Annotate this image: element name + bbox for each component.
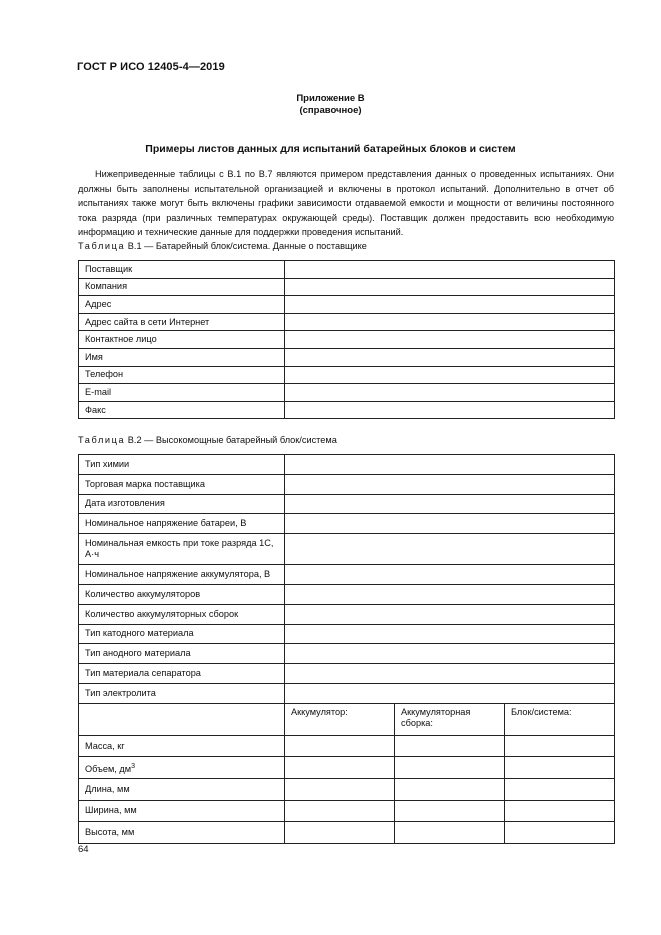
value-cell xyxy=(285,683,615,703)
row-label: Тип химии xyxy=(79,455,285,475)
row-label: Адрес xyxy=(79,296,285,314)
value-cell xyxy=(285,514,615,534)
table-row xyxy=(79,800,615,822)
value-cell xyxy=(505,800,615,822)
table-row xyxy=(79,565,615,585)
section-heading: Примеры листов данных для испытаний батарейных блоков и систем xyxy=(145,143,516,155)
value-cell xyxy=(285,474,615,494)
table-row xyxy=(79,822,615,844)
value-cell xyxy=(285,800,395,822)
table-row xyxy=(79,278,615,296)
row-label xyxy=(79,735,285,757)
table-row xyxy=(79,664,615,684)
value-cell xyxy=(395,800,505,822)
row-label: Торговая марка поставщика xyxy=(79,474,285,494)
row-label: Телефон xyxy=(79,366,285,384)
empty-cell xyxy=(79,703,285,735)
value-cell xyxy=(285,278,615,296)
row-label: Имя xyxy=(79,348,285,366)
table-row xyxy=(79,384,615,402)
value-cell xyxy=(285,348,615,366)
value-cell xyxy=(285,331,615,349)
row-label: Тип электролита xyxy=(79,683,285,703)
row-label-text: Длина, мм xyxy=(85,783,130,794)
value-cell xyxy=(505,735,615,757)
page-number: 64 xyxy=(78,844,89,855)
row-label: E-mail xyxy=(79,384,285,402)
table1-caption xyxy=(78,241,367,251)
row-label: Номинальное напряжение аккумулятора, В xyxy=(79,565,285,585)
value-cell xyxy=(285,313,615,331)
table-row xyxy=(79,757,615,779)
table-row xyxy=(79,604,615,624)
row-label: Компания xyxy=(79,278,285,296)
value-cell xyxy=(285,366,615,384)
table-row xyxy=(79,261,615,279)
table-row xyxy=(79,778,615,800)
table2-caption xyxy=(78,435,337,445)
value-cell xyxy=(505,757,615,779)
table-row xyxy=(79,455,615,475)
supplier-data-table xyxy=(78,260,615,419)
table-row xyxy=(79,494,615,514)
value-cell xyxy=(285,757,395,779)
value-cell xyxy=(285,296,615,314)
row-label: Адрес сайта в сети Интернет xyxy=(79,313,285,331)
value-cell xyxy=(285,584,615,604)
row-label: Поставщик xyxy=(79,261,285,279)
row-label: Номинальное напряжение батареи, В xyxy=(79,514,285,534)
value-cell xyxy=(285,735,395,757)
value-cell xyxy=(285,401,615,419)
value-cell xyxy=(395,757,505,779)
row-label xyxy=(79,778,285,800)
row-label: Количество аккумуляторных сборок xyxy=(79,604,285,624)
table-row xyxy=(79,534,615,565)
table-row xyxy=(79,474,615,494)
table1-label: Таблица xyxy=(78,241,126,251)
column-header: Блок/система: xyxy=(505,703,615,735)
table2-caption-text: В.2 — Высокомощные батарейный блок/система xyxy=(127,435,337,445)
value-cell xyxy=(285,624,615,644)
row-label: Тип материала сепаратора xyxy=(79,664,285,684)
row-label xyxy=(79,800,285,822)
value-cell xyxy=(395,778,505,800)
table2-label: Таблица xyxy=(78,435,126,445)
table-row xyxy=(79,514,615,534)
value-cell xyxy=(285,778,395,800)
column-header: Аккумуляторная сборка: xyxy=(395,703,505,735)
value-cell xyxy=(285,822,395,844)
table-row xyxy=(79,735,615,757)
row-label: Контактное лицо xyxy=(79,331,285,349)
row-label xyxy=(79,757,285,779)
value-cell xyxy=(505,822,615,844)
row-label xyxy=(79,822,285,844)
intro-paragraph xyxy=(78,167,614,240)
appendix-title: Приложение В xyxy=(296,93,365,104)
value-cell xyxy=(285,261,615,279)
standard-id: ГОСТ Р ИСО 12405-4—2019 xyxy=(77,61,225,73)
table-row xyxy=(79,296,615,314)
row-label: Тип анодного материала xyxy=(79,644,285,664)
table-row xyxy=(79,348,615,366)
battery-system-table xyxy=(78,454,615,844)
table-row xyxy=(79,644,615,664)
table-row xyxy=(79,584,615,604)
row-label-text: Ширина, мм xyxy=(85,805,137,816)
row-label: Дата изготовления xyxy=(79,494,285,514)
row-label-text: Масса, кг xyxy=(85,740,125,751)
row-label: Количество аккумуляторов xyxy=(79,584,285,604)
value-cell xyxy=(285,565,615,585)
row-label: Номинальная емкость при токе разряда 1С, А·ч xyxy=(79,534,285,565)
table1-caption-text: В.1 — Батарейный блок/система. Данные о поставщике xyxy=(127,241,367,251)
row-label-text: Объем, дм xyxy=(85,763,132,774)
table-row xyxy=(79,683,615,703)
column-header: Аккумулятор: xyxy=(285,703,395,735)
table-row xyxy=(79,703,615,735)
value-cell xyxy=(395,735,505,757)
value-cell xyxy=(395,822,505,844)
value-cell xyxy=(285,494,615,514)
table-row xyxy=(79,624,615,644)
value-cell xyxy=(285,604,615,624)
intro-text: Нижеприведенные таблицы с В.1 по В.7 являются примером представления данных о проведенных испытаниях. Они должны быть заполнены испытательной организацией и включены в протокол испытаний. Дополнительно в отчет об испытаниях также могут быть включены графики зависимости отдаваемой емкости и мощности от величины постоянного тока разряда (при различных температурах окружающей среды). Поставщик должен предоставить всю необходимую информацию и технические данные для поддержки проведения испытаний. xyxy=(78,169,614,237)
appendix-subtitle: (справочное) xyxy=(299,105,362,116)
unit-exponent: 3 xyxy=(131,762,135,770)
value-cell xyxy=(285,644,615,664)
value-cell xyxy=(285,384,615,402)
value-cell xyxy=(285,534,615,565)
table-row xyxy=(79,366,615,384)
value-cell xyxy=(285,664,615,684)
row-label: Факс xyxy=(79,401,285,419)
table-row xyxy=(79,401,615,419)
table-row xyxy=(79,331,615,349)
value-cell xyxy=(285,455,615,475)
table-row xyxy=(79,313,615,331)
value-cell xyxy=(505,778,615,800)
row-label-text: Высота, мм xyxy=(85,826,135,837)
row-label: Тип катодного материала xyxy=(79,624,285,644)
